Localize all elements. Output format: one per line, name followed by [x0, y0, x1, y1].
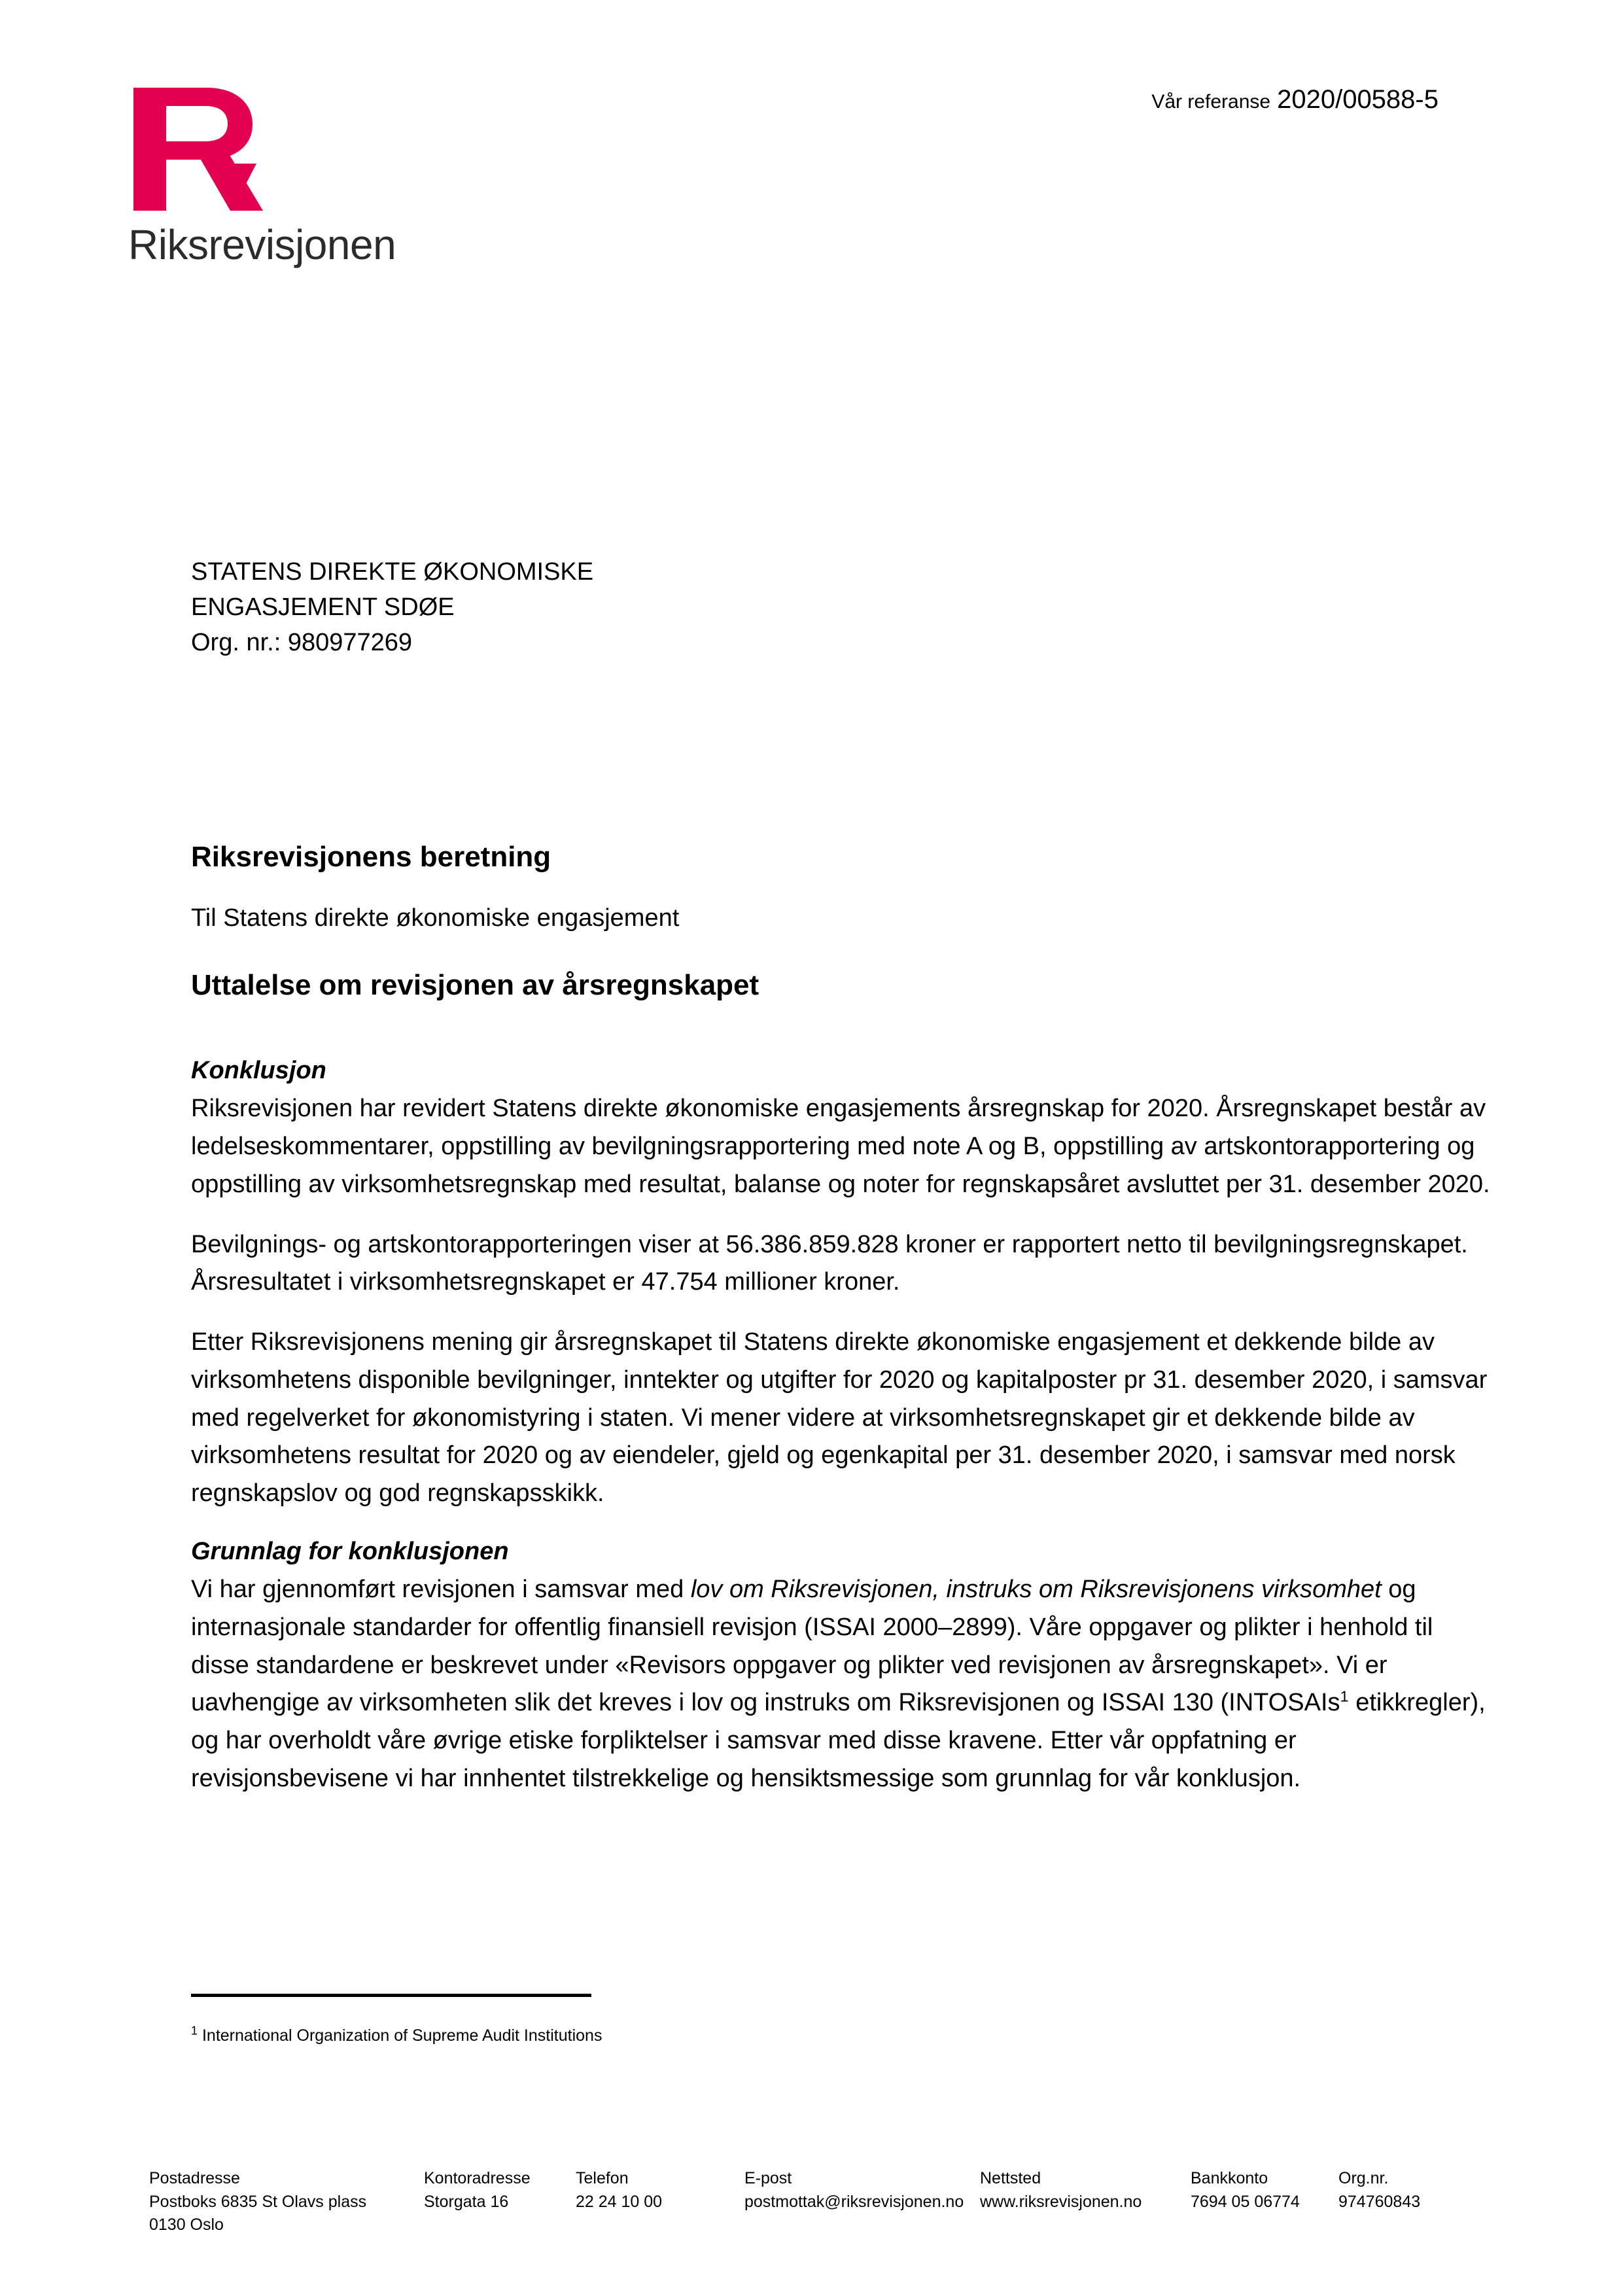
footer-value: Postboks 6835 St Olavs plass: [149, 2192, 367, 2211]
footer-caption: Postadresse: [149, 2169, 240, 2187]
konklusjon-paragraph-1: Riksrevisjonen har revidert Statens direkte økonomiske engasjements årsregnskap for 2020. Årsregnskapet består av ledelseskommentarer, oppstilling av bevilgningsrapportering med note A og B, oppstilling av artskontorapportering og oppstilling av virksomhetsregnskap med resultat, balanse og noter for regnskapsåret avsluttet per 31. desember 2020.: [191, 1095, 1490, 1198]
reference-label: Vår referanse: [1151, 91, 1271, 113]
footnote-separator-rule: [191, 1994, 591, 1997]
riksrevisjonen-logo: [128, 84, 468, 266]
footer-caption: Telefon: [576, 2169, 629, 2187]
footer-column-kontoradresse: [424, 2167, 576, 2214]
footnote-number: 1: [191, 2024, 198, 2038]
footer-column-epost: [744, 2167, 980, 2214]
footer-value: 974760843: [1338, 2192, 1421, 2211]
recipient-line-1: STATENS DIREKTE ØKONOMISKE: [191, 558, 594, 586]
konklusjon-paragraph-3: Etter Riksrevisjonens mening gir årsregnskapet til Statens direkte økonomiske engasjement et dekkende bilde av virksomhetens disponible bevilgninger, inntekter og utgifter for 2020 og kapitalposter pr 31. desember 2020, i samsvar med regelverket for økonomistyring i staten. Vi mener videre at virksomhetsregnskapet gir et dekkende bilde av virksomhetens resultat for 2020 og av eiendeler, gjeld og egenkapital per 31. desember 2020, i samsvar med norsk regnskapslov og god regnskapsskikk.: [191, 1328, 1488, 1508]
footer-caption: E-post: [744, 2169, 792, 2187]
footer-caption: Org.nr.: [1338, 2169, 1389, 2187]
footer-column-orgnr: [1338, 2167, 1420, 2214]
grunnlag-run-3: og internasjonale standarder for offentlig finansiell revisjon (ISSAI 2000–2899). Våre oppgaver og plikter i henhold til disse standardene er beskrevet under «Revisors oppgaver og plikter ved revisjonen av årsregnskapet». Vi er uavhengige av virksomheten slik det kreves i lov og instruks om Riksrevisjonen og ISSAI 130 (INTOSAIs: [191, 1576, 1433, 1717]
footer-caption: Nettsted: [980, 2169, 1041, 2187]
footnote-text: International Organization of Supreme Audit Institutions: [201, 2026, 602, 2045]
footnote-reference-marker: 1: [1340, 1687, 1349, 1705]
recipient-address-block: [191, 555, 593, 661]
footer-caption: Kontoradresse: [424, 2169, 531, 2187]
footer-column-telefon: [576, 2167, 744, 2214]
subsection-heading-grunnlag: Grunnlag for konklusjonen: [191, 1537, 509, 1565]
addressee-line: Til Statens direkte økonomiske engasjement: [191, 904, 680, 932]
grunnlag-run-4: etikkregler), og har overholdt våre øvrige etiske forpliktelser i samsvar med disse kravene. Etter vår oppfatning er revisjonsbevisene vi har innhentet tilstrekkelige og hensiktsmessige som grunnlag for vår konklusjon.: [191, 1689, 1486, 1792]
footer-column-nettsted: [980, 2167, 1191, 2214]
footnote-entry: [191, 2025, 602, 2047]
footer-value-2: 0130 Oslo: [149, 2216, 224, 2234]
reference-value: 2020/00588-5: [1277, 85, 1439, 114]
grunnlag-run-1: Vi har gjennomført revisjonen i samsvar med: [191, 1576, 691, 1604]
footer-column-bankkonto: [1191, 2167, 1338, 2214]
riksrevisjonen-r-logo-icon: [128, 84, 279, 215]
footer-value: 7694 05 06774: [1191, 2192, 1300, 2211]
footer-website-value[interactable]: www.riksrevisjonen.no: [980, 2192, 1142, 2211]
grunnlag-citation-italic: lov om Riksrevisjonen, instruks om Riksrevisjonens virksomhet: [690, 1576, 1382, 1604]
document-body: [191, 840, 1493, 1820]
grunnlag-paragraph: [191, 1571, 1493, 1798]
konklusjon-paragraph-2: Bevilgnings- og artskontorapporteringen viser at 56.386.859.828 kroner er rapportert netto til bevilgningsregnskapet. Årsresultatet i virksomhetsregnskapet er 47.754 millioner kroner.: [191, 1230, 1468, 1296]
subsection-heading-konklusjon: Konklusjon: [191, 1056, 326, 1084]
footer-value: Storgata 16: [424, 2192, 509, 2211]
footer-email-value[interactable]: postmottak@riksrevisjonen.no: [744, 2192, 964, 2211]
riksrevisjonen-wordmark: Riksrevisjonen: [128, 221, 396, 268]
section-title-audit-opinion: Uttalelse om revisjonen av årsregnskapet: [191, 969, 759, 1002]
recipient-line-2: ENGASJEMENT SDØE: [191, 593, 455, 621]
reference-block: [1151, 86, 1439, 113]
footer-column-postadresse: [149, 2167, 424, 2237]
page-footer: [149, 2167, 1523, 2237]
footer-value: 22 24 10 00: [576, 2192, 663, 2211]
footer-caption: Bankkonto: [1191, 2169, 1268, 2187]
page-title: Riksrevisjonens beretning: [191, 841, 551, 873]
recipient-line-3: Org. nr.: 980977269: [191, 628, 413, 656]
